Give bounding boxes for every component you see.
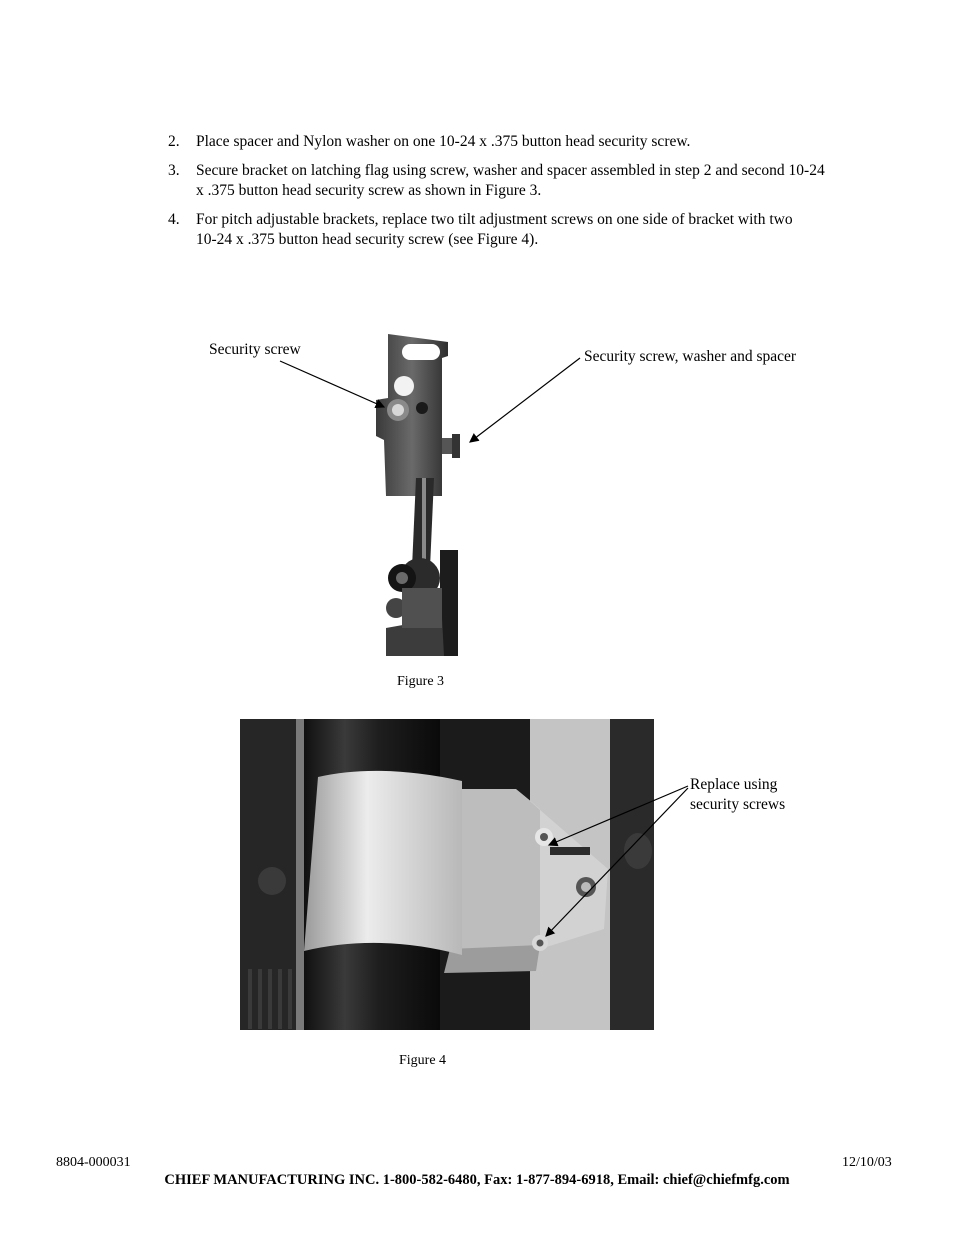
- step-text-line: x .375 button head security screw as shown in Figure 3.: [196, 182, 542, 199]
- step-text-line: 10-24 x .375 button head security screw (see Figure 4).: [196, 231, 539, 248]
- security-screw-washer-spacer-label: Security screw, washer and spacer: [584, 348, 797, 365]
- figure-4-caption: Figure 4: [399, 1053, 447, 1068]
- leader-arrow: [546, 788, 688, 936]
- step-text-line: Secure bracket on latching flag using screw, washer and spacer assembled in step 2 and second 10-24: [196, 162, 825, 179]
- label-line: Replace using: [690, 776, 778, 793]
- document-date: 12/10/03: [842, 1155, 892, 1170]
- label-line: security screws: [690, 796, 786, 813]
- leader-arrow: [470, 358, 580, 442]
- leader-arrow: [280, 361, 384, 407]
- step-number: 4.: [168, 211, 180, 228]
- step-text-line: For pitch adjustable brackets, replace two tilt adjustment screws on one side of bracket with two: [196, 211, 793, 228]
- document-number: 8804-000031: [56, 1155, 131, 1170]
- figure-3-caption: Figure 3: [397, 674, 445, 689]
- figure-4-leader-lines: [0, 700, 954, 1000]
- step-number: 3.: [168, 162, 180, 179]
- step-text: Place spacer and Nylon washer on one 10-24 x .375 button head security screw.: [196, 133, 691, 150]
- step-number: 2.: [168, 133, 180, 150]
- leader-arrow: [549, 786, 688, 845]
- security-screw-label: Security screw: [209, 341, 301, 358]
- company-contact-line: CHIEF MANUFACTURING INC. 1-800-582-6480, Fax: 1-877-894-6918, Email: chief@chiefmfg.com: [164, 1172, 790, 1188]
